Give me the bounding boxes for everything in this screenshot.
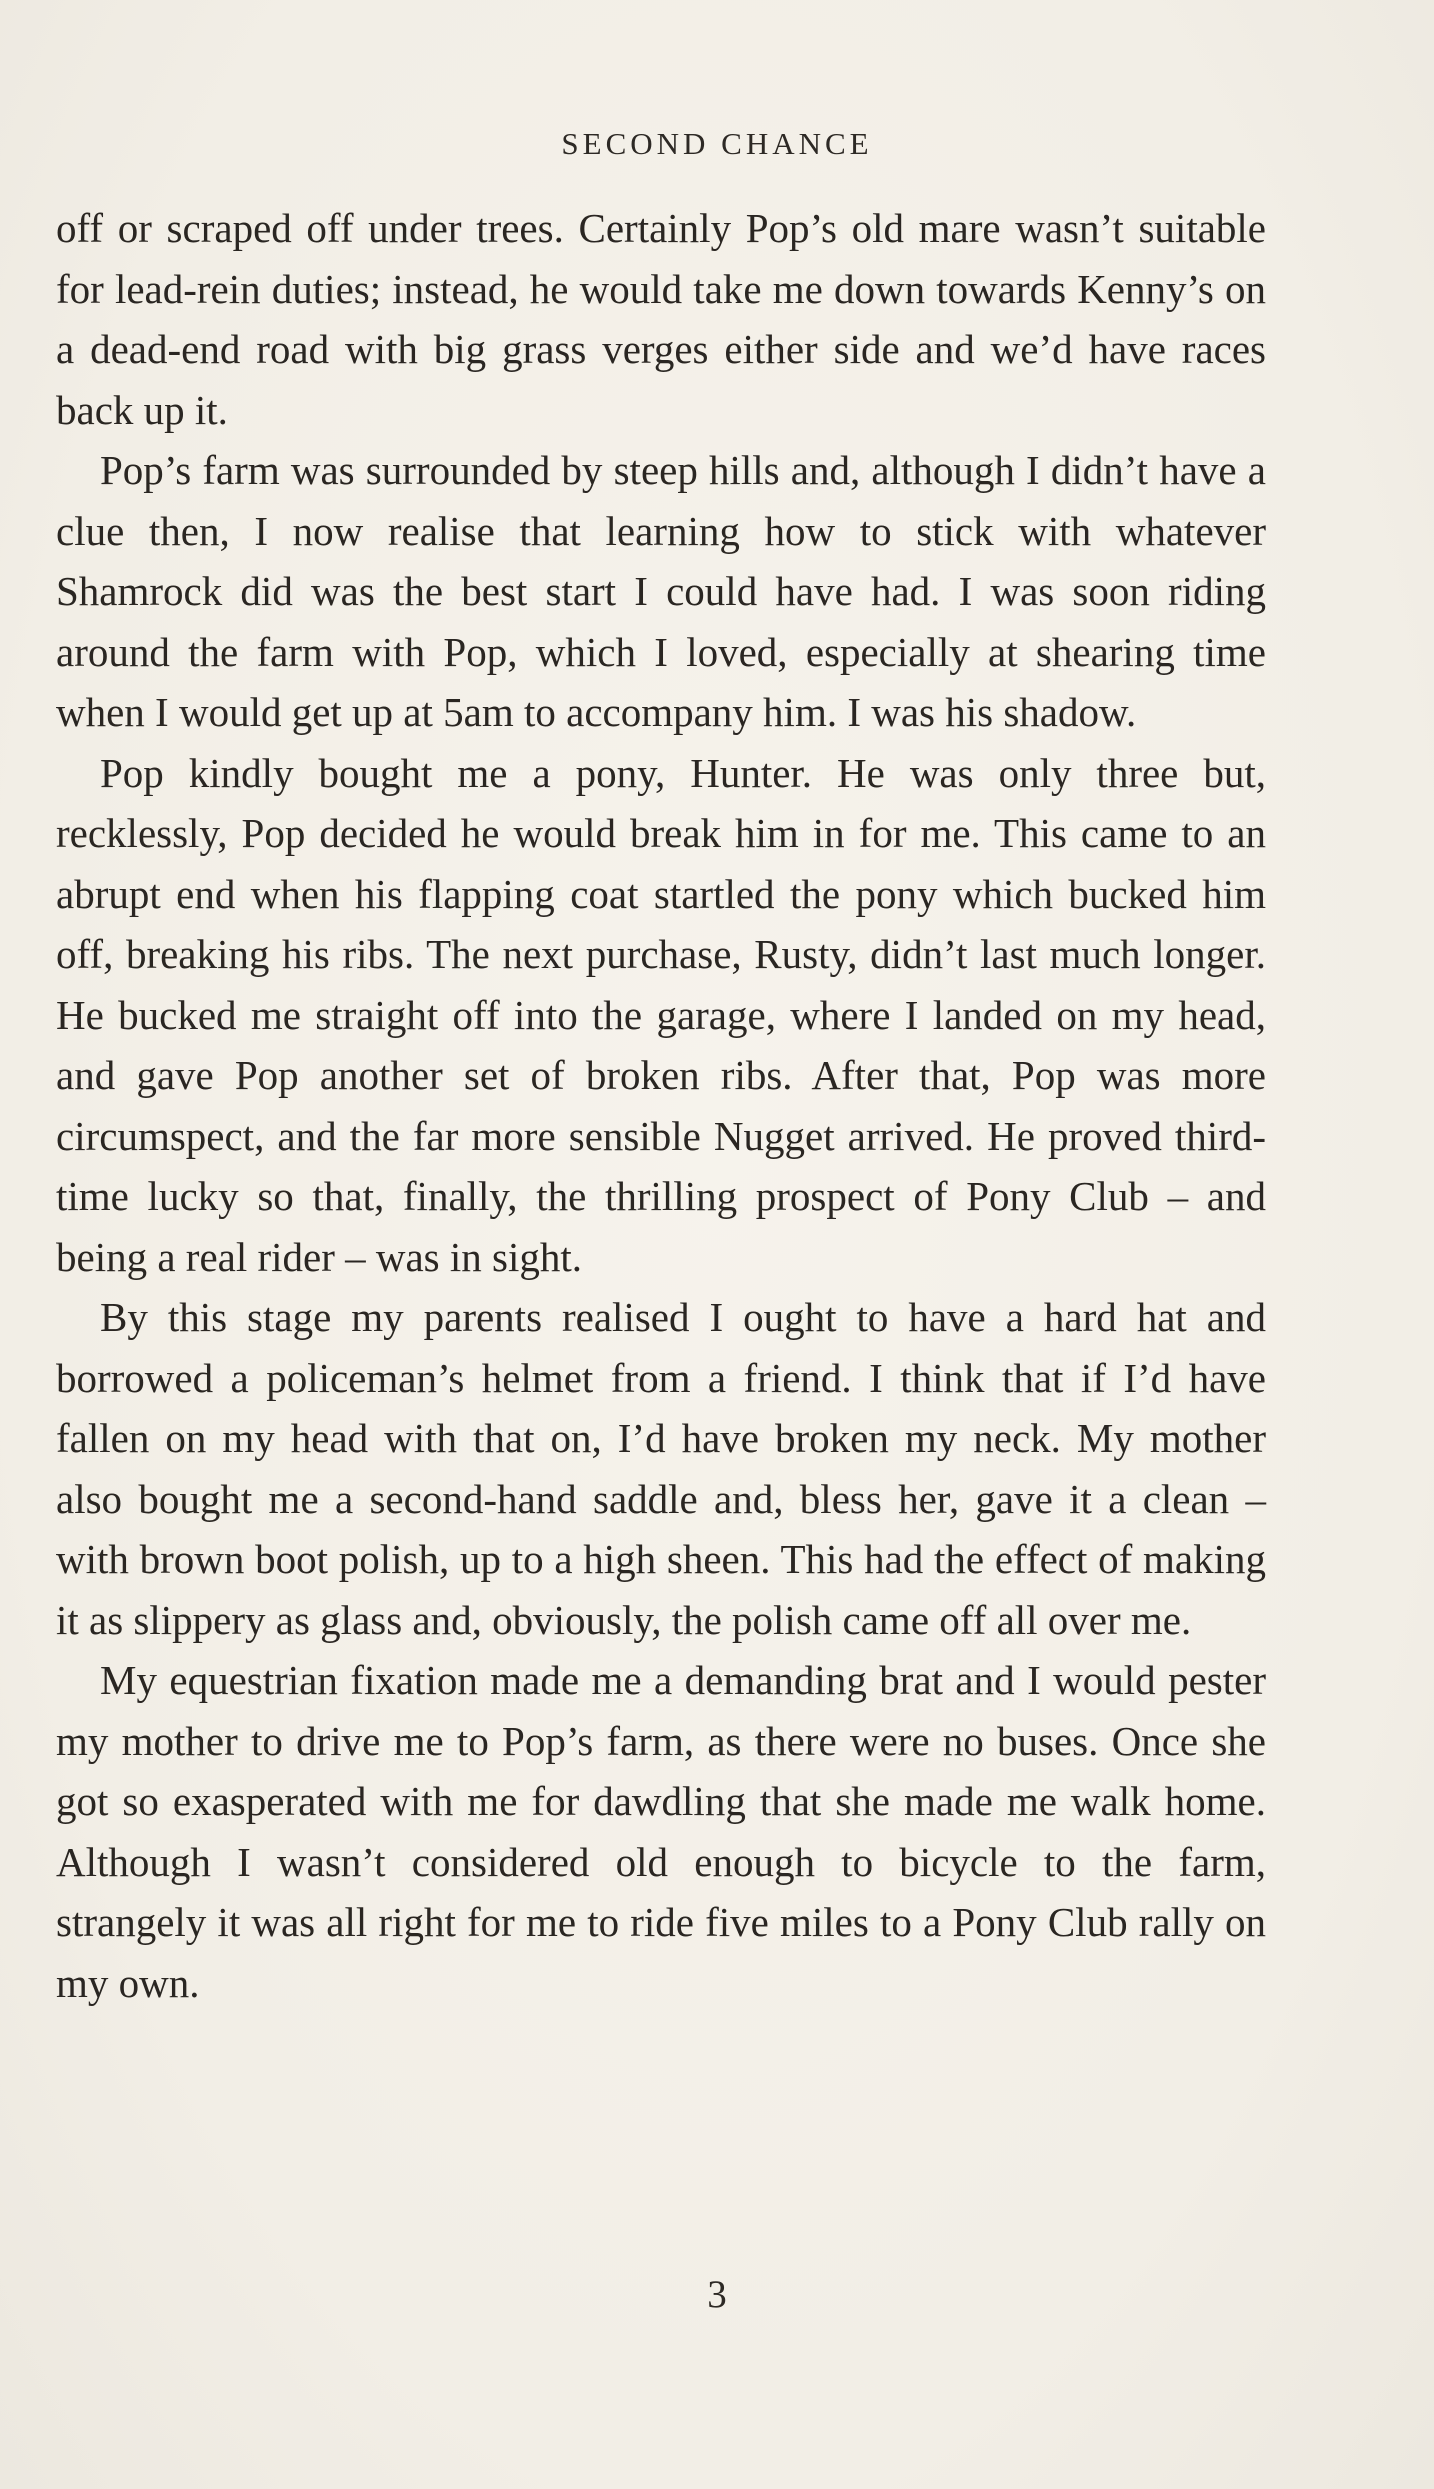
paragraph-1: off or scraped off under trees. Certainly Pop’s old mare wasn’t suitable for lead-rein duties; instead, he would take me down towards Kenny’s on a dead-end road with big grass verges either side and we’d have races back up it.: [56, 205, 1266, 433]
paragraph-2: Pop’s farm was surrounded by steep hills and, although I didn’t have a clue then, I now realise that learning how to stick with whatever Shamrock did was the best start I could have had. I was soon riding around the farm with Pop, which I loved, especially at shearing time when I would get up at 5am to accompany him. I was his shadow.: [56, 447, 1266, 735]
running-head: SECOND CHANCE: [561, 126, 873, 161]
paragraph-4: By this stage my parents realised I ought to have a hard hat and borrowed a policeman’s helmet from a friend. I think that if I’d have fallen on my head with that on, I’d have broken my neck. My mother also bought me a second-hand saddle and, bless her, gave it a clean – with brown boot polish, up to a high sheen. This had the effect of making it as slippery as glass and, obviously, the polish came off all over me.: [56, 1294, 1266, 1643]
paragraph-5: My equestrian fixation made me a demanding brat and I would pester my mother to drive me to Pop’s farm, as there were no buses. Once she got so exasperated with me for dawdling that she made me walk home. Although I wasn’t considered old enough to bicycle to the farm, strangely it was all right for me to ride five miles to a Pony Club rally on my own.: [56, 1657, 1266, 2006]
page-number: 3: [707, 2273, 727, 2316]
paragraph-3: Pop kindly bought me a pony, Hunter. He was only three but, recklessly, Pop decided he would break him in for me. This came to an abrupt end when his flapping coat startled the pony which bucked him off, breaking his ribs. The next purchase, Rusty, didn’t last much longer. He bucked me straight off into the garage, where I landed on my head, and gave Pop another set of broken ribs. After that, Pop was more circumspect, and the far more sensible Nugget arrived. He proved third-time lucky so that, finally, the thrilling prospect of Pony Club – and being a real rider – was in sight.: [56, 749, 1266, 1280]
body-text: [56, 198, 1266, 2013]
